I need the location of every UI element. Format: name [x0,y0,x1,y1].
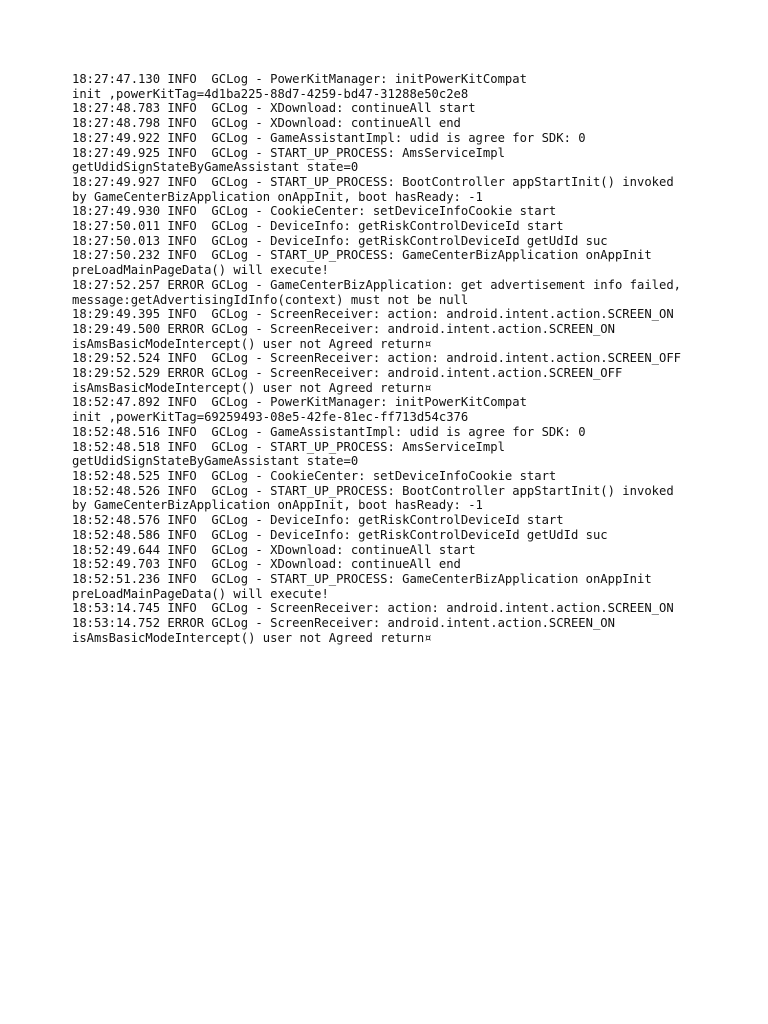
log-line: 18:52:48.525 INFO GCLog - CookieCenter: setDeviceInfoCookie start [72,468,557,483]
log-line: message:getAdvertisingIdInfo(context) must not be null [72,292,469,307]
log-line: preLoadMainPageData() will execute! [72,586,329,601]
log-line: 18:52:51.236 INFO GCLog - START_UP_PROCESS: GameCenterBizApplication onAppInit [72,571,652,586]
log-line: 18:27:48.783 INFO GCLog - XDownload: continueAll start [72,101,476,116]
log-line: 18:27:50.011 INFO GCLog - DeviceInfo: getRiskControlDeviceId start [72,219,564,234]
log-line: 18:52:49.703 INFO GCLog - XDownload: continueAll end [72,557,461,572]
log-line: 18:53:14.752 ERROR GCLog - ScreenReceiver: android.intent.action.SCREEN_ON [72,616,615,631]
log-line: 18:29:49.395 INFO GCLog - ScreenReceiver: action: android.intent.action.SCREEN_ON [72,307,674,322]
log-document [72,72,712,645]
log-line: isAmsBasicModeIntercept() user not Agreed return¤ [72,380,432,395]
log-line: 18:27:49.922 INFO GCLog - GameAssistantImpl: udid is agree for SDK: 0 [72,130,586,145]
log-line: by GameCenterBizApplication onAppInit, boot hasReady: -1 [72,498,483,513]
log-line: 18:27:49.927 INFO GCLog - START_UP_PROCESS: BootController appStartInit() invoked [72,174,674,189]
log-line: 18:52:48.526 INFO GCLog - START_UP_PROCESS: BootController appStartInit() invoked [72,483,674,498]
log-line: 18:27:48.798 INFO GCLog - XDownload: continueAll end [72,116,461,131]
log-line: getUdidSignStateByGameAssistant state=0 [72,160,359,175]
log-line: 18:52:47.892 INFO GCLog - PowerKitManager: initPowerKitCompat [72,395,527,410]
log-line: 18:27:49.925 INFO GCLog - START_UP_PROCESS: AmsServiceImpl [72,145,505,160]
log-line: 18:27:52.257 ERROR GCLog - GameCenterBizApplication: get advertisement info failed, [72,277,682,292]
log-line: 18:52:49.644 INFO GCLog - XDownload: continueAll start [72,542,476,557]
log-line: 18:52:48.576 INFO GCLog - DeviceInfo: getRiskControlDeviceId start [72,513,564,528]
log-line: 18:52:48.518 INFO GCLog - START_UP_PROCESS: AmsServiceImpl [72,439,505,454]
log-line: 18:27:50.013 INFO GCLog - DeviceInfo: getRiskControlDeviceId getUdId suc [72,233,608,248]
log-line: 18:52:48.516 INFO GCLog - GameAssistantImpl: udid is agree for SDK: 0 [72,424,586,439]
log-line: 18:53:14.745 INFO GCLog - ScreenReceiver: action: android.intent.action.SCREEN_ON [72,601,674,616]
log-line: 18:29:52.524 INFO GCLog - ScreenReceiver: action: android.intent.action.SCREEN_OFF [72,351,682,366]
log-line: 18:29:49.500 ERROR GCLog - ScreenReceiver: android.intent.action.SCREEN_ON [72,321,615,336]
log-line: isAmsBasicModeIntercept() user not Agreed return¤ [72,630,432,645]
log-line: init ,powerKitTag=4d1ba225-88d7-4259-bd47-31288e50c2e8 [72,86,469,101]
log-line: 18:27:49.930 INFO GCLog - CookieCenter: setDeviceInfoCookie start [72,204,557,219]
log-line: by GameCenterBizApplication onAppInit, boot hasReady: -1 [72,189,483,204]
log-line: 18:27:47.130 INFO GCLog - PowerKitManager: initPowerKitCompat [72,72,527,86]
log-line: preLoadMainPageData() will execute! [72,263,329,278]
log-line: 18:52:48.586 INFO GCLog - DeviceInfo: getRiskControlDeviceId getUdId suc [72,527,608,542]
log-line: 18:29:52.529 ERROR GCLog - ScreenReceiver: android.intent.action.SCREEN_OFF [72,366,623,381]
log-line: 18:27:50.232 INFO GCLog - START_UP_PROCESS: GameCenterBizApplication onAppInit [72,248,652,263]
log-line: init ,powerKitTag=69259493-08e5-42fe-81ec-ff713d54c376 [72,410,469,425]
log-line: getUdidSignStateByGameAssistant state=0 [72,454,359,469]
log-line: isAmsBasicModeIntercept() user not Agreed return¤ [72,336,432,351]
